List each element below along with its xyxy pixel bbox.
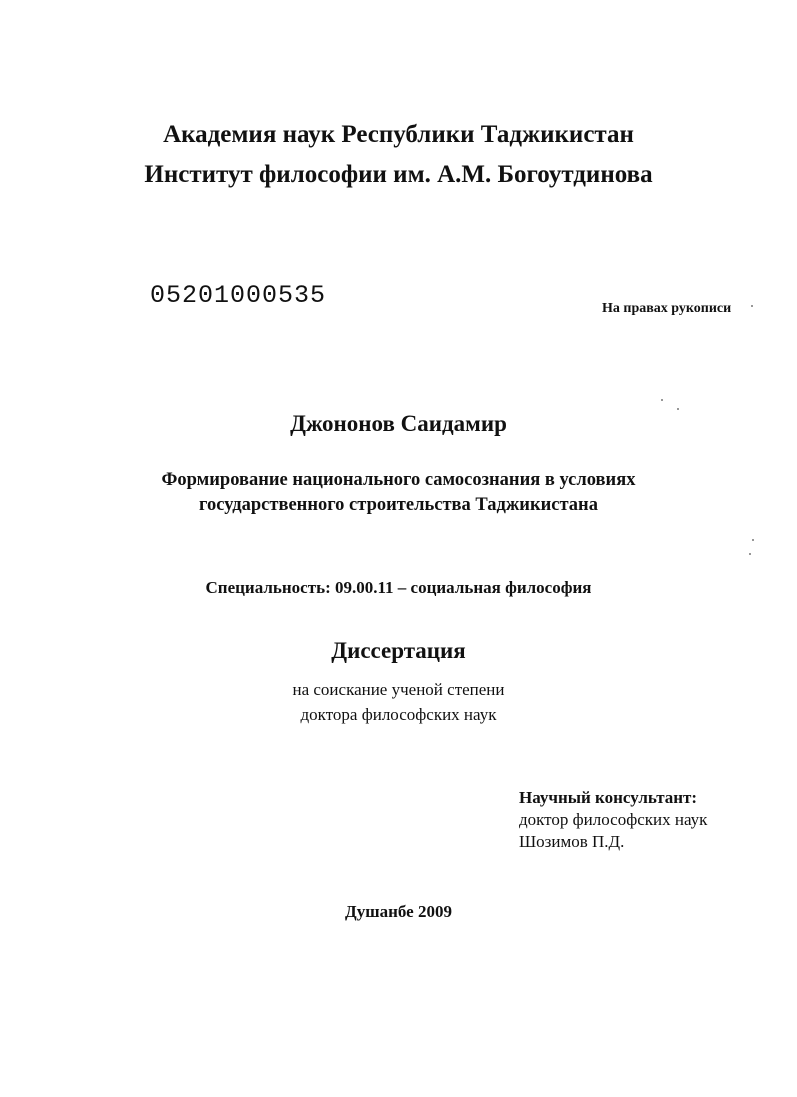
- consultant-name: Шозимов П.Д.: [519, 832, 625, 851]
- scan-speck: [752, 539, 754, 541]
- consultant-degree: доктор философских наук: [519, 810, 708, 829]
- degree-line-1: на соискание ученой степени: [292, 680, 505, 699]
- academy-name: Академия наук Республики Таджикистан: [163, 121, 634, 148]
- scan-speck: [677, 408, 679, 410]
- institute-name: Институт философии им. А.М. Богоутдинова: [144, 161, 653, 188]
- scan-speck: [751, 305, 753, 307]
- place-year: Душанбе 2009: [345, 902, 452, 921]
- consultant-block: [519, 787, 779, 853]
- consultant-label: Научный консультант:: [519, 788, 698, 807]
- scan-speck: [661, 399, 663, 401]
- registration-number: 05201000535: [150, 281, 327, 310]
- degree-line-2: доктора философских наук: [300, 705, 497, 724]
- author-name: Джононов Саидамир: [290, 411, 507, 436]
- specialty: Специальность: 09.00.11 – социальная философия: [205, 578, 592, 597]
- dissertation-title-line-2: государственного строительства Таджикистана: [199, 495, 598, 515]
- manuscript-rights: На правах рукописи: [602, 301, 732, 316]
- document-type: Диссертация: [331, 638, 466, 663]
- dissertation-title-line-1: Формирование национального самосознания в условиях: [161, 470, 636, 490]
- scan-speck: [749, 553, 751, 555]
